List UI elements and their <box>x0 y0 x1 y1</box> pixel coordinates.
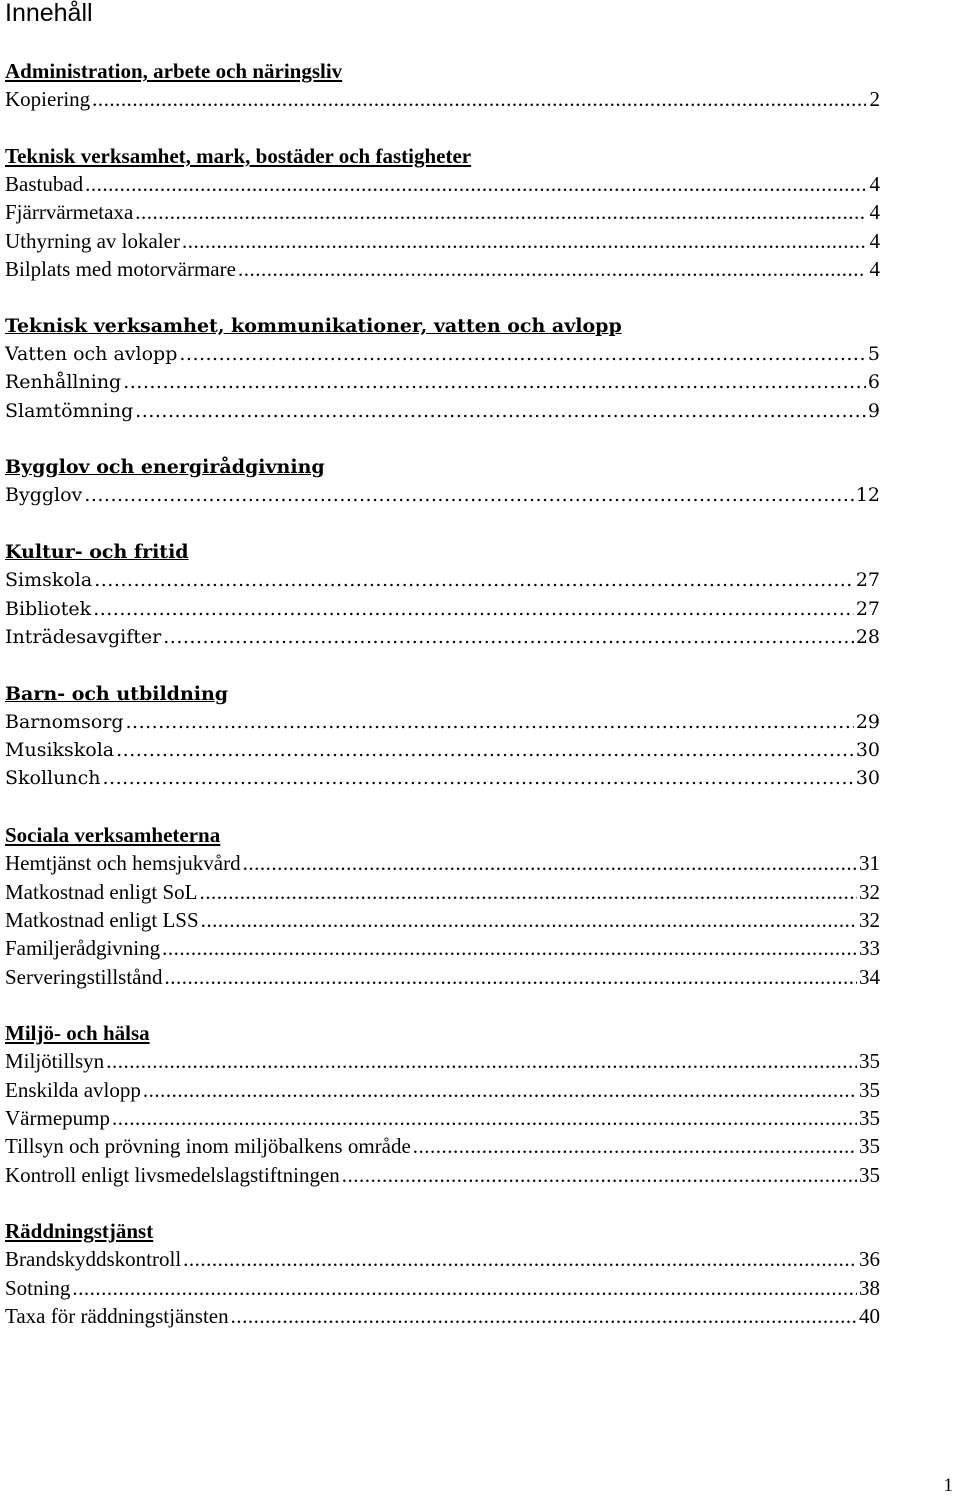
entry-page: 27 <box>855 597 880 620</box>
section-heading[interactable]: Teknisk verksamhet, mark, bostäder och fastigheter <box>5 143 472 168</box>
entry-label: Bygglov <box>5 484 83 507</box>
toc-entry[interactable] <box>5 1161 880 1189</box>
toc-entry[interactable] <box>5 397 880 425</box>
entry-page: 30 <box>855 767 880 790</box>
toc-entry[interactable] <box>5 198 880 226</box>
entry-label: Matkostnad enligt LSS <box>5 907 199 932</box>
toc-entry[interactable] <box>5 764 880 792</box>
toc-entry[interactable] <box>5 708 880 736</box>
toc-entry[interactable] <box>5 170 880 198</box>
toc-section <box>5 1019 880 1189</box>
toc-entry[interactable] <box>5 227 880 255</box>
dot-leader <box>135 198 866 226</box>
dot-leader <box>93 595 854 623</box>
toc-section <box>5 538 880 651</box>
entry-label: Kopiering <box>5 87 91 112</box>
toc-entry[interactable] <box>5 595 880 623</box>
dot-leader <box>85 170 866 198</box>
entry-page: 9 <box>867 399 880 422</box>
dot-leader <box>164 963 857 991</box>
section-heading[interactable]: Sociala verksamheterna <box>5 823 221 848</box>
toc-entry[interactable] <box>5 368 880 396</box>
section-heading[interactable]: Kultur- och fritid <box>5 541 189 564</box>
toc-entry[interactable] <box>5 566 880 594</box>
dot-leader <box>126 708 854 736</box>
dot-leader <box>179 340 866 368</box>
toc-entry[interactable] <box>5 906 880 934</box>
entry-page: 32 <box>859 879 880 904</box>
dot-leader <box>135 397 866 425</box>
entry-page: 4 <box>869 200 880 225</box>
dot-leader <box>231 1302 857 1330</box>
entry-page: 4 <box>869 257 880 282</box>
entry-label: Renhållning <box>5 371 122 394</box>
section-heading[interactable]: Räddningstjänst <box>5 1219 154 1244</box>
toc-entry[interactable] <box>5 1302 880 1330</box>
entry-page: 35 <box>859 1049 880 1074</box>
entry-label: Skollunch <box>5 767 101 790</box>
toc-entry[interactable] <box>5 1274 880 1302</box>
dot-leader <box>106 1047 857 1075</box>
section-heading[interactable]: Teknisk verksamhet, kommunikationer, vatten och avlopp <box>5 314 622 337</box>
toc-section <box>5 453 880 510</box>
dot-leader <box>413 1132 857 1160</box>
dot-leader <box>116 736 854 764</box>
section-heading[interactable]: Miljö- och hälsa <box>5 1021 150 1046</box>
dot-leader <box>162 934 857 962</box>
dot-leader <box>238 255 866 283</box>
entry-page: 30 <box>855 739 880 762</box>
dot-leader <box>143 1076 857 1104</box>
entry-page: 4 <box>869 228 880 253</box>
entry-page: 28 <box>855 625 880 648</box>
dot-leader <box>102 764 853 792</box>
entry-page: 35 <box>859 1077 880 1102</box>
entry-page: 2 <box>869 87 880 112</box>
entry-label: Vatten och avlopp <box>5 342 178 365</box>
toc-entry[interactable] <box>5 481 880 509</box>
toc-entry[interactable] <box>5 1076 880 1104</box>
dot-leader <box>94 566 854 594</box>
entry-page: 33 <box>859 936 880 961</box>
entry-page: 6 <box>867 371 880 394</box>
toc-entry[interactable] <box>5 1132 880 1160</box>
entry-label: Enskilda avlopp <box>5 1077 141 1102</box>
section-heading[interactable]: Barn- och utbildning <box>5 682 229 705</box>
dot-leader <box>163 623 854 651</box>
toc-section <box>5 680 880 793</box>
dot-leader <box>112 1104 857 1132</box>
section-heading[interactable]: Bygglov och energirådgivning <box>5 456 325 479</box>
entry-label: Sotning <box>5 1275 71 1300</box>
entry-page: 4 <box>869 172 880 197</box>
entry-label: Simskola <box>5 569 93 592</box>
entry-label: Uthyrning av lokaler <box>5 228 180 253</box>
toc-entry[interactable] <box>5 1047 880 1075</box>
page-title: Innehåll <box>5 0 93 27</box>
entry-label: Fjärrvärmetaxa <box>5 200 134 225</box>
dot-leader <box>200 878 858 906</box>
entry-label: Brandskyddskontroll <box>5 1247 182 1272</box>
toc-entry[interactable] <box>5 736 880 764</box>
entry-label: Inträdesavgifter <box>5 625 162 648</box>
entry-label: Slamtömning <box>5 399 134 422</box>
entry-page: 27 <box>855 569 880 592</box>
entry-label: Serveringstillstånd <box>5 964 163 989</box>
entry-label: Matkostnad enligt SoL <box>5 879 198 904</box>
toc-entry[interactable] <box>5 1104 880 1132</box>
entry-label: Familjerådgivning <box>5 936 161 961</box>
entry-page: 12 <box>855 484 880 507</box>
toc-entry[interactable] <box>5 934 880 962</box>
page-number: 1 <box>943 1475 953 1496</box>
dot-leader <box>201 906 857 934</box>
entry-page: 35 <box>859 1162 880 1187</box>
dot-leader <box>342 1161 857 1189</box>
entry-label: Musikskola <box>5 739 115 762</box>
dot-leader <box>92 85 866 113</box>
dot-leader <box>72 1274 857 1302</box>
entry-page: 38 <box>859 1275 880 1300</box>
toc-entry[interactable] <box>5 849 880 877</box>
dot-leader <box>123 368 866 396</box>
entry-page: 31 <box>859 851 880 876</box>
dot-leader <box>182 227 866 255</box>
dot-leader <box>243 849 857 877</box>
entry-label: Bastubad <box>5 172 84 197</box>
entry-page: 40 <box>859 1304 880 1329</box>
entry-label: Bibliotek <box>5 597 92 620</box>
entry-page: 32 <box>859 907 880 932</box>
entry-page: 34 <box>859 964 880 989</box>
section-heading[interactable]: Administration, arbete och näringsliv <box>5 59 343 83</box>
dot-leader <box>84 481 854 509</box>
entry-label: Kontroll enligt livsmedelslagstiftningen <box>5 1162 340 1187</box>
entry-page: 29 <box>855 710 880 733</box>
toc-entry[interactable] <box>5 963 880 991</box>
entry-label: Tillsyn och prövning inom miljöbalkens område <box>5 1134 411 1159</box>
toc-entry[interactable] <box>5 878 880 906</box>
toc-entry[interactable] <box>5 255 880 283</box>
entry-label: Hemtjänst och hemsjukvård <box>5 851 241 876</box>
toc-section <box>5 821 880 991</box>
toc-section <box>5 57 880 114</box>
entry-page: 5 <box>867 342 880 365</box>
toc-entry[interactable] <box>5 1245 880 1273</box>
toc-section <box>5 312 880 425</box>
entry-page: 35 <box>859 1134 880 1159</box>
dot-leader <box>183 1245 857 1273</box>
toc-entry[interactable] <box>5 85 880 113</box>
entry-label: Barnomsorg <box>5 710 124 733</box>
entry-label: Bilplats med motorvärmare <box>5 257 236 282</box>
entry-label: Taxa för räddningstjänsten <box>5 1304 229 1329</box>
toc-entry[interactable] <box>5 340 880 368</box>
entry-page: 36 <box>859 1247 880 1272</box>
entry-page: 35 <box>859 1105 880 1130</box>
table-of-contents <box>5 57 880 1359</box>
toc-entry[interactable] <box>5 623 880 651</box>
toc-section <box>5 142 880 283</box>
toc-section <box>5 1217 880 1330</box>
entry-label: Värmepump <box>5 1105 110 1130</box>
entry-label: Miljötillsyn <box>5 1049 105 1074</box>
